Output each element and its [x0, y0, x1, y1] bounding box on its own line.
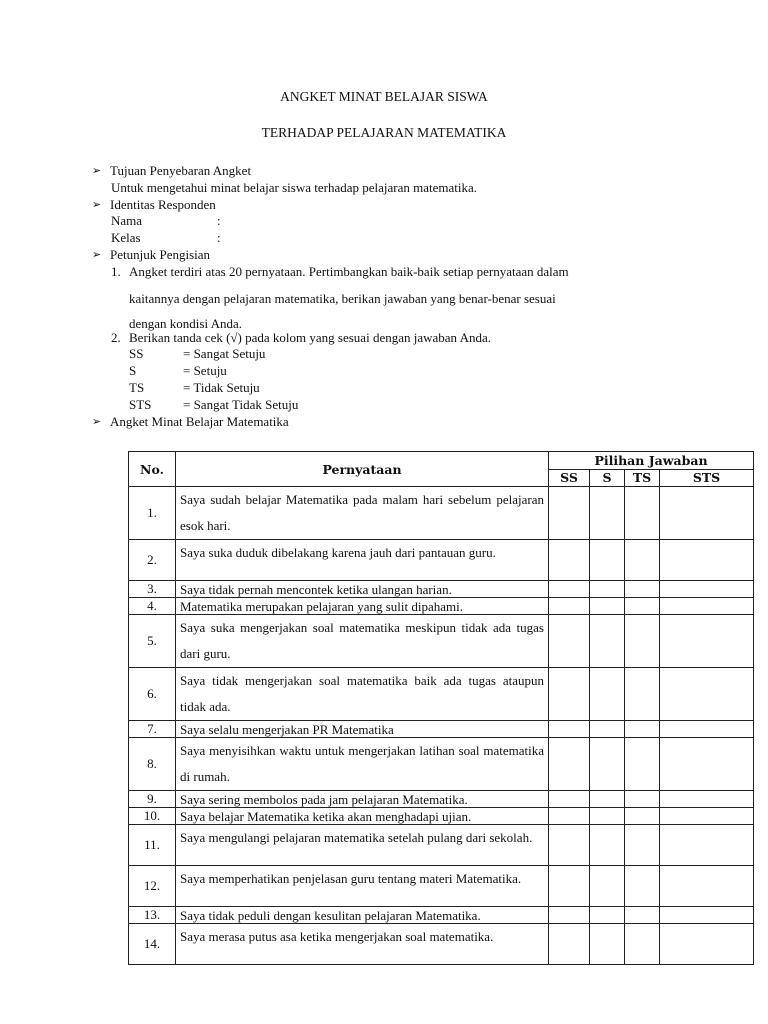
header-no: No.	[129, 452, 176, 487]
row-statement: Saya suka mengerjakan soal matematika meskipun tidak ada tugas dari guru.	[176, 615, 549, 668]
angket-heading: Angket Minat Belajar Matematika	[110, 413, 289, 429]
answer-cell-ss[interactable]	[549, 825, 590, 866]
table-row	[129, 487, 754, 540]
table-row	[129, 866, 754, 907]
petunjuk-1-line3: dengan kondisi Anda.	[129, 315, 243, 331]
arrow-bullet-icon: ➢	[92, 165, 102, 177]
answer-cell-ts[interactable]	[625, 721, 660, 738]
answer-cell-ss[interactable]	[549, 581, 590, 598]
answer-cell-ss[interactable]	[549, 791, 590, 808]
row-number: 3.	[129, 581, 176, 598]
table-row	[129, 907, 754, 924]
document-title: ANGKET MINAT BELAJAR SISWA	[280, 89, 488, 104]
table-row	[129, 924, 754, 965]
table-row	[129, 615, 754, 668]
kelas-label: Kelas	[111, 230, 141, 246]
row-statement: Saya menyisihkan waktu untuk mengerjakan latihan soal matematika di rumah.	[176, 738, 549, 791]
row-statement: Saya mengulangi pelajaran matematika setelah pulang dari sekolah.	[176, 825, 549, 866]
row-number: 9.	[129, 791, 176, 808]
petunjuk-1-line2: kaitannya dengan pelajaran matematika, berikan jawaban yang benar-benar sesuai	[129, 290, 556, 306]
arrow-bullet-icon: ➢	[92, 248, 102, 261]
answer-cell-sts[interactable]	[660, 907, 754, 924]
header-option-sts: STS	[660, 469, 754, 487]
answer-cell-sts[interactable]	[660, 540, 754, 581]
answer-cell-ss[interactable]	[549, 924, 590, 965]
arrow-bullet-icon: ➢	[92, 198, 102, 211]
petunjuk-2	[92, 330, 692, 347]
row-number: 10.	[129, 808, 176, 825]
answer-cell-sts[interactable]	[660, 791, 754, 808]
legend-code: TS	[129, 379, 145, 395]
answer-cell-ts[interactable]	[625, 487, 660, 540]
nama-label: Nama	[111, 213, 143, 229]
answer-cell-s[interactable]	[590, 615, 625, 668]
answer-cell-s[interactable]	[590, 581, 625, 598]
legend-row	[92, 363, 692, 380]
table-row	[129, 738, 754, 791]
row-statement: Matematika merupakan pelajaran yang sulit dipahami.	[176, 598, 549, 615]
header-pilihan-jawaban: Pilihan Jawaban	[549, 452, 754, 470]
legend-code: STS	[129, 396, 152, 412]
petunjuk-1	[92, 264, 692, 281]
header-pernyataan: Pernyataan	[176, 452, 549, 487]
row-number: 12.	[129, 866, 176, 907]
instructions	[92, 163, 692, 430]
petunjuk-1-line1: Angket terdiri atas 20 pernyataan. Pertimbangkan baik-baik setiap pernyataan dalam	[129, 263, 569, 279]
answer-cell-ts[interactable]	[625, 825, 660, 866]
answer-cell-ts[interactable]	[625, 668, 660, 721]
answer-cell-s[interactable]	[590, 808, 625, 825]
petunjuk-item	[92, 247, 692, 264]
answer-cell-ss[interactable]	[549, 598, 590, 615]
legend-meaning: = Setuju	[183, 363, 227, 379]
row-number: 13.	[129, 907, 176, 924]
row-number: 6.	[129, 668, 176, 721]
petunjuk-2-line1: Berikan tanda cek (√) pada kolom yang sesuai dengan jawaban Anda.	[129, 329, 491, 345]
petunjuk-2-number: 2.	[111, 329, 121, 345]
table-row	[129, 540, 754, 581]
row-number: 8.	[129, 738, 176, 791]
answer-cell-s[interactable]	[590, 907, 625, 924]
row-number: 1.	[129, 487, 176, 540]
answer-cell-sts[interactable]	[660, 668, 754, 721]
answer-cell-ss[interactable]	[549, 866, 590, 907]
nama-colon: :	[217, 213, 221, 229]
answer-cell-ts[interactable]	[625, 615, 660, 668]
tujuan-text: Untuk mengetahui minat belajar siswa terhadap pelajaran matematika.	[111, 179, 478, 195]
answer-cell-ts[interactable]	[625, 540, 660, 581]
row-number: 14.	[129, 924, 176, 965]
legend-row	[92, 397, 692, 414]
answer-cell-ss[interactable]	[549, 808, 590, 825]
row-statement: Saya sering membolos pada jam pelajaran Matematika.	[176, 791, 549, 808]
answer-cell-ss[interactable]	[549, 738, 590, 791]
answer-cell-sts[interactable]	[660, 598, 754, 615]
petunjuk-heading: Petunjuk Pengisian	[110, 246, 211, 262]
row-statement: Saya suka duduk dibelakang karena jauh dari pantauan guru.	[176, 540, 549, 581]
table-row	[129, 791, 754, 808]
answer-cell-s[interactable]	[590, 598, 625, 615]
answer-cell-s[interactable]	[590, 825, 625, 866]
row-number: 5.	[129, 615, 176, 668]
tujuan-heading: Tujuan Penyebaran Angket	[110, 163, 252, 178]
kelas-colon: :	[217, 230, 221, 246]
table-row	[129, 598, 754, 615]
answer-cell-ss[interactable]	[549, 721, 590, 738]
row-statement: Saya memperhatikan penjelasan guru tentang materi Matematika.	[176, 866, 549, 907]
header-option-ss: SS	[549, 469, 590, 487]
petunjuk-1-number: 1.	[111, 263, 121, 279]
answer-cell-ss[interactable]	[549, 907, 590, 924]
row-statement: Saya tidak mengerjakan soal matematika baik ada tugas ataupun tidak ada.	[176, 668, 549, 721]
row-number: 4.	[129, 598, 176, 615]
header-option-ts: TS	[625, 469, 660, 487]
angket-item	[92, 414, 692, 431]
answer-cell-ts[interactable]	[625, 924, 660, 965]
table-row	[129, 668, 754, 721]
answer-cell-ts[interactable]	[625, 907, 660, 924]
legend-row	[92, 346, 692, 363]
answer-cell-ts[interactable]	[625, 581, 660, 598]
row-number: 11.	[129, 825, 176, 866]
answer-cell-ts[interactable]	[625, 738, 660, 791]
answer-cell-s[interactable]	[590, 924, 625, 965]
legend-row	[92, 380, 692, 397]
row-statement: Saya sudah belajar Matematika pada malam hari sebelum pelajaran esok hari.	[176, 487, 549, 540]
answer-cell-s[interactable]	[590, 721, 625, 738]
answer-cell-sts[interactable]	[660, 615, 754, 668]
answer-cell-s[interactable]	[590, 540, 625, 581]
answer-cell-sts[interactable]	[660, 825, 754, 866]
answer-cell-ts[interactable]	[625, 808, 660, 825]
identitas-item	[92, 197, 692, 214]
answer-cell-sts[interactable]	[660, 808, 754, 825]
answer-cell-s[interactable]	[590, 738, 625, 791]
legend-code: S	[129, 363, 137, 379]
row-statement: Saya tidak peduli dengan kesulitan pelajaran Matematika.	[176, 907, 549, 924]
answer-cell-s[interactable]	[590, 668, 625, 721]
table-row	[129, 808, 754, 825]
answer-cell-s[interactable]	[590, 866, 625, 907]
answer-cell-sts[interactable]	[660, 924, 754, 965]
answer-cell-s[interactable]	[590, 487, 625, 540]
answer-cell-ss[interactable]	[549, 615, 590, 668]
tujuan-item	[92, 163, 692, 180]
legend-meaning: = Tidak Setuju	[183, 379, 260, 395]
row-statement: Saya belajar Matematika ketika akan menghadapi ujian.	[176, 808, 549, 825]
identitas-heading: Identitas Responden	[110, 196, 216, 212]
row-number: 2.	[129, 540, 176, 581]
table-row	[129, 721, 754, 738]
row-number: 7.	[129, 721, 176, 738]
row-statement: Saya selalu mengerjakan PR Matematika	[176, 721, 549, 738]
answer-cell-ts[interactable]	[625, 598, 660, 615]
answer-cell-sts[interactable]	[660, 738, 754, 791]
answer-cell-ss[interactable]	[549, 668, 590, 721]
legend-code: SS	[129, 346, 144, 362]
answer-cell-sts[interactable]	[660, 866, 754, 907]
answer-cell-s[interactable]	[590, 791, 625, 808]
answer-cell-ts[interactable]	[625, 866, 660, 907]
questionnaire-table	[128, 451, 754, 965]
table-row	[129, 825, 754, 866]
answer-cell-sts[interactable]	[660, 581, 754, 598]
arrow-bullet-icon: ➢	[92, 415, 102, 428]
legend-meaning: = Sangat Tidak Setuju	[183, 396, 299, 412]
header-option-s: S	[590, 469, 625, 487]
row-statement: Saya merasa putus asa ketika mengerjakan soal matematika.	[176, 924, 549, 965]
kelas-row	[92, 230, 692, 247]
answer-cell-sts[interactable]	[660, 487, 754, 540]
answer-cell-sts[interactable]	[660, 721, 754, 738]
answer-cell-ts[interactable]	[625, 791, 660, 808]
nama-row	[92, 213, 692, 230]
row-statement: Saya tidak pernah mencontek ketika ulangan harian.	[176, 581, 549, 598]
answer-cell-ss[interactable]	[549, 487, 590, 540]
table-row	[129, 581, 754, 598]
answer-cell-ss[interactable]	[549, 540, 590, 581]
document-subtitle: TERHADAP PELAJARAN MATEMATIKA	[261, 125, 507, 140]
legend-meaning: = Sangat Setuju	[183, 346, 266, 362]
